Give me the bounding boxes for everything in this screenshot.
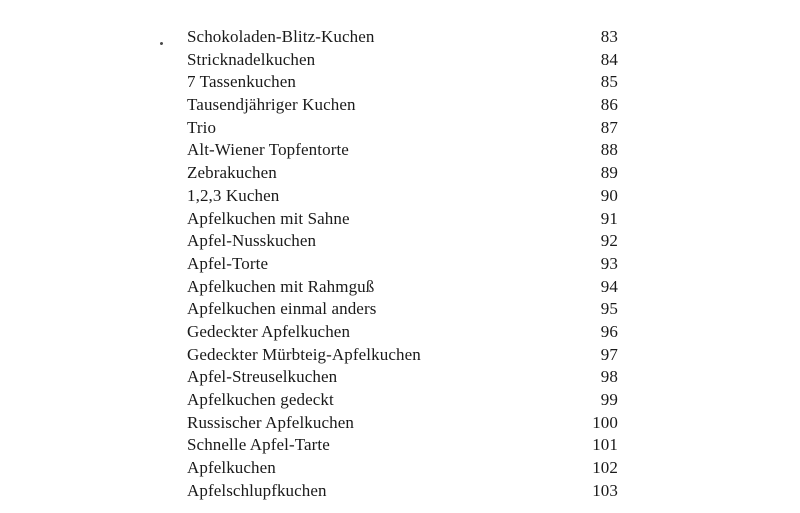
toc-entry-page-number: 100 bbox=[592, 412, 618, 432]
toc-entry-page-number: 92 bbox=[600, 231, 618, 251]
toc-entry-page-number: 89 bbox=[600, 163, 618, 183]
toc-entry-page-number: 83 bbox=[600, 27, 618, 46]
toc-entry-page-number: 93 bbox=[600, 253, 618, 273]
toc-entry bbox=[187, 344, 627, 367]
toc-entry bbox=[187, 94, 627, 117]
toc-entry-page-number: 103 bbox=[592, 480, 618, 500]
toc-entry-title: Apfel-Streuselkuchen bbox=[187, 367, 338, 387]
toc-entry-page-number: 99 bbox=[600, 390, 618, 409]
toc-entry-title: Alt-Wiener Topfentorte bbox=[187, 140, 349, 160]
toc-entry bbox=[187, 412, 627, 435]
toc-entry bbox=[187, 366, 627, 389]
toc-entry bbox=[187, 71, 627, 94]
toc-entry bbox=[187, 162, 627, 185]
toc-entry bbox=[187, 117, 627, 140]
toc-entry-page-number: 98 bbox=[600, 367, 618, 387]
toc-entry-title: Tausendjähriger Kuchen bbox=[187, 95, 356, 115]
toc-entry-title: Schnelle Apfel-Tarte bbox=[187, 435, 330, 455]
toc-entry-title: Gedeckter Apfelkuchen bbox=[187, 321, 351, 341]
toc-entry-title: Apfelkuchen bbox=[187, 458, 276, 478]
toc-entry-title: Zebrakuchen bbox=[187, 163, 277, 183]
toc-entry-title: Apfel-Torte bbox=[187, 253, 269, 273]
toc-entry bbox=[187, 321, 627, 344]
toc-entry-page-number: 94 bbox=[600, 276, 618, 296]
toc-entry-page-number: 96 bbox=[600, 321, 618, 341]
toc-entry-title: 7 Tassenkuchen bbox=[187, 72, 296, 92]
toc-entry-title: Apfelkuchen gedeckt bbox=[187, 390, 334, 409]
toc-entry-title: Apfel-Nusskuchen bbox=[187, 231, 317, 251]
toc-entry-title: Schokoladen-Blitz-Kuchen bbox=[187, 27, 375, 46]
toc-entry-page-number: 97 bbox=[600, 344, 618, 364]
toc-entry bbox=[187, 480, 627, 503]
toc-entry bbox=[187, 185, 627, 208]
toc-entry-page-number: 102 bbox=[592, 458, 618, 478]
toc-entry-title: Apfelkuchen mit Sahne bbox=[187, 208, 350, 228]
toc-entry bbox=[187, 230, 627, 253]
toc-entry bbox=[187, 49, 627, 72]
toc-entry bbox=[187, 253, 627, 276]
toc-entry-title: Apfelkuchen mit Rahmguß bbox=[187, 276, 375, 296]
toc-entry-title: Apfelschlupfkuchen bbox=[187, 480, 327, 500]
toc-entry-page-number: 84 bbox=[600, 49, 618, 69]
toc-entry-title: Apfelkuchen einmal anders bbox=[187, 299, 377, 319]
toc-entry-title: Trio bbox=[187, 117, 217, 137]
toc-entry-page-number: 95 bbox=[600, 299, 618, 319]
toc-entry bbox=[187, 276, 627, 299]
toc-entry-page-number: 87 bbox=[600, 117, 618, 137]
toc-entry-page-number: 91 bbox=[600, 208, 618, 228]
toc-entry-page-number: 101 bbox=[592, 435, 618, 455]
toc-entry-page-number: 88 bbox=[600, 140, 618, 160]
toc-entry bbox=[187, 139, 627, 162]
toc-entry-title: Stricknadelkuchen bbox=[187, 49, 316, 69]
toc-entry-title: 1,2,3 Kuchen bbox=[187, 185, 280, 205]
toc-entry-page-number: 90 bbox=[600, 185, 618, 205]
toc-entry-title: Gedeckter Mürbteig-Apfelkuchen bbox=[187, 344, 421, 364]
toc-entry bbox=[187, 26, 627, 49]
toc-entry-page-number: 86 bbox=[600, 95, 618, 115]
toc-entry bbox=[187, 434, 627, 457]
toc-entry bbox=[187, 298, 627, 321]
scan-speck bbox=[160, 42, 164, 46]
toc-entry bbox=[187, 457, 627, 480]
toc-entry bbox=[187, 389, 627, 412]
toc-entry bbox=[187, 208, 627, 231]
toc-entry-title: Russischer Apfelkuchen bbox=[187, 412, 354, 432]
table-of-contents bbox=[187, 26, 627, 502]
toc-entry-page-number: 85 bbox=[600, 72, 618, 92]
